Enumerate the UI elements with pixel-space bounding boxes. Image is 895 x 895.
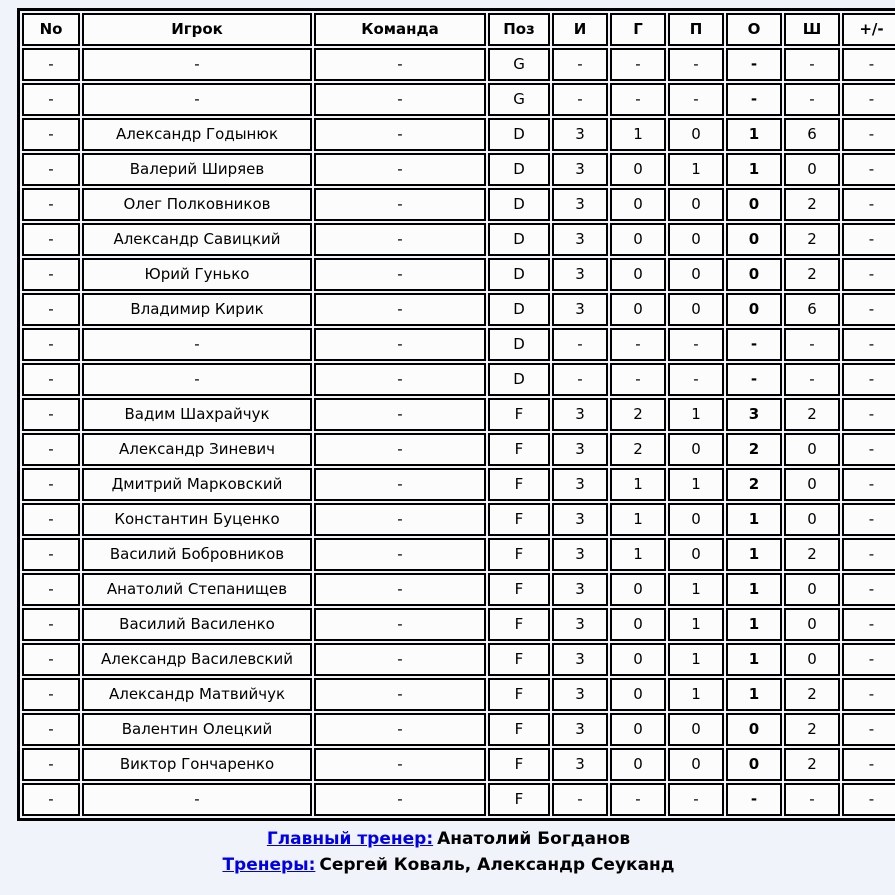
cell: - [842,713,895,746]
cell: 0 [668,188,724,221]
cell: - [552,363,608,396]
cell: 1 [726,503,782,536]
cell: 1 [726,643,782,676]
cell: - [22,783,80,816]
cell: - [726,48,782,81]
cell: - [784,83,840,116]
column-header: Ш [784,13,840,46]
cell: 3 [552,468,608,501]
cell: F [488,433,550,466]
table-row [22,608,895,641]
cell: 0 [726,223,782,256]
player-name-cell: - [82,783,312,816]
cell: 0 [668,713,724,746]
cell: - [842,153,895,186]
cell: G [488,83,550,116]
cell: - [842,748,895,781]
table-row [22,293,895,326]
player-name-cell: Александр Василевский [82,643,312,676]
cell: - [668,83,724,116]
player-name-cell: Александр Зиневич [82,433,312,466]
cell: F [488,748,550,781]
cell: 0 [784,153,840,186]
cell: 0 [668,748,724,781]
cell: 1 [610,503,666,536]
cell: D [488,223,550,256]
cell: - [784,328,840,361]
cell: - [842,608,895,641]
cell: 6 [784,293,840,326]
cell: - [22,643,80,676]
cell: 1 [668,678,724,711]
cell: - [22,748,80,781]
player-name-cell: - [82,83,312,116]
cell: 2 [784,678,840,711]
cell: D [488,188,550,221]
cell: 6 [784,118,840,151]
head-coach-name: Анатолий Богданов [437,829,631,849]
column-header: +/- [842,13,895,46]
cell: G [488,48,550,81]
table-row [22,398,895,431]
cell: 1 [726,538,782,571]
cell: 1 [610,538,666,571]
cell: - [610,783,666,816]
cell: - [842,223,895,256]
cell: 0 [610,608,666,641]
cell: - [842,468,895,501]
cell: - [784,48,840,81]
cell: 1 [610,468,666,501]
table-row [22,643,895,676]
table-row [22,258,895,291]
cell: 0 [610,258,666,291]
cell: 3 [552,643,608,676]
cell: 1 [668,643,724,676]
player-name-cell: Валентин Олецкий [82,713,312,746]
cell: 3 [552,538,608,571]
player-name-cell: Юрий Гунько [82,258,312,291]
cell: 0 [726,293,782,326]
cell: 1 [668,573,724,606]
cell: D [488,328,550,361]
head-coach-line [17,826,880,852]
cell: - [552,783,608,816]
cell: - [314,608,486,641]
table-row [22,363,895,396]
cell: 1 [610,118,666,151]
cell: 2 [726,433,782,466]
cell: - [610,363,666,396]
cell: 1 [668,468,724,501]
cell: 2 [784,188,840,221]
cell: 0 [668,223,724,256]
cell: - [22,223,80,256]
cell: 3 [552,153,608,186]
cell: - [22,503,80,536]
cell: D [488,258,550,291]
cell: - [314,713,486,746]
cell: 1 [726,608,782,641]
table-row [22,83,895,116]
player-name-cell: Константин Буценко [82,503,312,536]
cell: - [22,468,80,501]
cell: F [488,643,550,676]
cell: 3 [552,573,608,606]
cell: 3 [552,713,608,746]
column-header: О [726,13,782,46]
cell: 1 [726,573,782,606]
cell: 0 [668,118,724,151]
cell: - [22,328,80,361]
cell: 0 [726,748,782,781]
cell: - [314,83,486,116]
cell: 0 [610,188,666,221]
player-name-cell: Дмитрий Марковский [82,468,312,501]
column-header: И [552,13,608,46]
cell: - [610,83,666,116]
column-header: Игрок [82,13,312,46]
cell: 0 [610,748,666,781]
cell: 0 [726,713,782,746]
cell: - [842,48,895,81]
cell: 0 [610,573,666,606]
cell: - [314,538,486,571]
column-header: No [22,13,80,46]
cell: 3 [552,258,608,291]
cell: - [726,328,782,361]
cell: - [22,433,80,466]
cell: - [22,48,80,81]
cell: 0 [668,538,724,571]
cell: D [488,153,550,186]
cell: 0 [610,713,666,746]
cell: - [314,223,486,256]
cell: 0 [726,188,782,221]
cell: 0 [668,258,724,291]
cell: - [842,328,895,361]
cell: 1 [668,398,724,431]
table-row [22,503,895,536]
cell: 0 [726,258,782,291]
table-row [22,678,895,711]
cell: 2 [784,258,840,291]
cell: - [314,433,486,466]
header-row [22,13,895,46]
table-row [22,48,895,81]
cell: - [726,83,782,116]
table-row [22,433,895,466]
cell: 3 [552,608,608,641]
cell: 2 [784,398,840,431]
cell: - [314,188,486,221]
cell: - [784,363,840,396]
cell: 3 [552,433,608,466]
coaches-footer [17,826,880,878]
table-row [22,118,895,151]
cell: - [22,258,80,291]
cell: - [784,783,840,816]
cell: - [22,678,80,711]
cell: - [842,398,895,431]
cell: - [552,48,608,81]
column-header: Г [610,13,666,46]
cell: - [842,678,895,711]
cell: - [314,363,486,396]
cell: - [552,328,608,361]
cell: - [726,783,782,816]
cell: 1 [726,153,782,186]
cell: - [610,48,666,81]
table-row [22,783,895,816]
table-row [22,573,895,606]
cell: F [488,783,550,816]
cell: - [842,573,895,606]
column-header: Команда [314,13,486,46]
cell: 1 [668,153,724,186]
cell: 0 [610,223,666,256]
cell: - [842,258,895,291]
player-name-cell: Александр Савицкий [82,223,312,256]
cell: - [314,118,486,151]
cell: 2 [784,713,840,746]
cell: - [668,783,724,816]
table-row [22,153,895,186]
cell: 0 [784,608,840,641]
cell: 0 [784,433,840,466]
cell: - [22,538,80,571]
cell: - [22,398,80,431]
cell: - [842,118,895,151]
cell: D [488,118,550,151]
cell: 2 [784,538,840,571]
player-name-cell: - [82,328,312,361]
player-name-cell: Вадим Шахрайчук [82,398,312,431]
cell: - [842,363,895,396]
player-name-cell: Валерий Ширяев [82,153,312,186]
cell: 0 [784,503,840,536]
coaches-names: Сергей Коваль, Александр Сеуканд [319,855,675,875]
player-name-cell: Анатолий Степанищев [82,573,312,606]
player-name-cell: - [82,48,312,81]
cell: - [314,643,486,676]
coaches-line [17,852,880,878]
cell: - [842,538,895,571]
cell: - [22,153,80,186]
cell: - [842,433,895,466]
column-header: Поз [488,13,550,46]
player-name-cell: Василий Бобровников [82,538,312,571]
roster-table [17,8,895,821]
cell: - [668,48,724,81]
cell: - [314,748,486,781]
cell: F [488,678,550,711]
head-coach-link[interactable]: Главный тренер: [266,829,434,849]
cell: 0 [784,643,840,676]
cell: - [314,783,486,816]
cell: 3 [552,678,608,711]
table-row [22,538,895,571]
player-name-cell: Александр Матвийчук [82,678,312,711]
cell: - [842,503,895,536]
cell: - [314,153,486,186]
cell: - [726,363,782,396]
table-row [22,468,895,501]
cell: - [842,783,895,816]
cell: 0 [668,503,724,536]
cell: 0 [784,573,840,606]
cell: 0 [610,153,666,186]
cell: - [668,328,724,361]
cell: F [488,398,550,431]
cell: - [842,293,895,326]
cell: - [314,678,486,711]
cell: 0 [668,433,724,466]
cell: 0 [610,678,666,711]
cell: 3 [552,293,608,326]
table-row [22,713,895,746]
cell: - [22,188,80,221]
cell: 3 [552,188,608,221]
cell: 0 [610,643,666,676]
player-name-cell: Владимир Кирик [82,293,312,326]
table-row [22,223,895,256]
cell: F [488,468,550,501]
cell: 0 [668,293,724,326]
cell: 0 [610,293,666,326]
cell: - [314,293,486,326]
cell: 1 [668,608,724,641]
cell: D [488,293,550,326]
cell: - [314,48,486,81]
cell: - [22,363,80,396]
cell: - [842,643,895,676]
cell: 3 [552,223,608,256]
coaches-link[interactable]: Тренеры: [222,855,316,875]
player-name-cell: Василий Василенко [82,608,312,641]
column-header: П [668,13,724,46]
cell: 2 [610,398,666,431]
cell: - [314,258,486,291]
cell: D [488,363,550,396]
cell: 3 [726,398,782,431]
table-row [22,328,895,361]
cell: - [842,188,895,221]
cell: 3 [552,118,608,151]
cell: - [552,83,608,116]
cell: 1 [726,118,782,151]
cell: - [668,363,724,396]
cell: - [314,328,486,361]
cell: F [488,713,550,746]
cell: - [610,328,666,361]
player-name-cell: Олег Полковников [82,188,312,221]
cell: 2 [784,748,840,781]
cell: - [22,83,80,116]
table-row [22,748,895,781]
cell: - [22,293,80,326]
cell: - [314,398,486,431]
cell: - [22,713,80,746]
cell: 2 [610,433,666,466]
cell: - [22,118,80,151]
cell: - [314,468,486,501]
cell: 3 [552,398,608,431]
cell: 2 [726,468,782,501]
cell: - [22,573,80,606]
cell: 1 [726,678,782,711]
cell: F [488,573,550,606]
cell: 3 [552,748,608,781]
cell: - [22,608,80,641]
player-name-cell: Виктор Гончаренко [82,748,312,781]
cell: F [488,503,550,536]
player-name-cell: Александр Годынюк [82,118,312,151]
cell: 2 [784,223,840,256]
cell: 3 [552,503,608,536]
table-row [22,188,895,221]
cell: F [488,538,550,571]
cell: 0 [784,468,840,501]
player-name-cell: - [82,363,312,396]
cell: - [314,573,486,606]
cell: F [488,608,550,641]
cell: - [314,503,486,536]
cell: - [842,83,895,116]
